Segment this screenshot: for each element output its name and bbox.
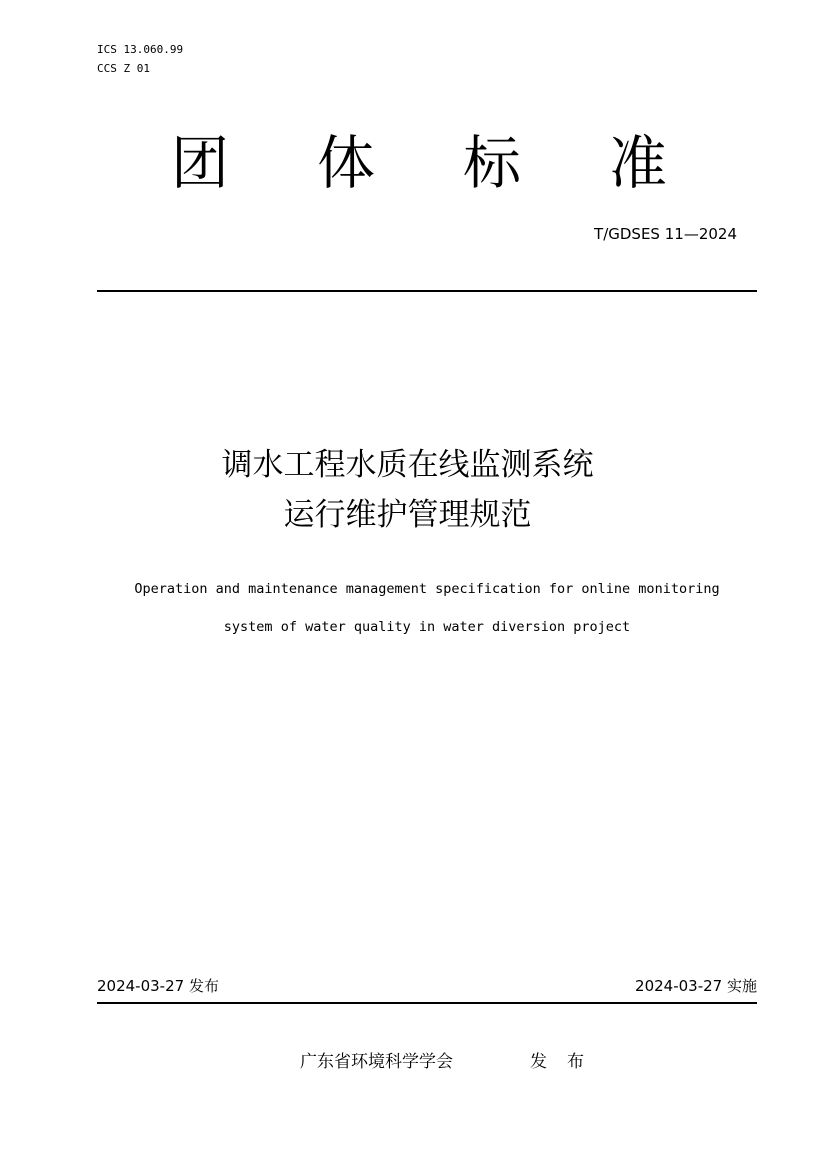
top-divider [97, 290, 757, 292]
issue-date: 2024-03-27 发布 [97, 977, 219, 995]
standard-number: T/GDSES 11—2024 [594, 225, 737, 243]
ccs-code: CCS Z 01 [97, 62, 150, 75]
bottom-divider [97, 1002, 757, 1004]
ics-code: ICS 13.060.99 [97, 43, 184, 56]
standard-type-char: 体 [317, 129, 376, 197]
standard-type-char: 团 [171, 129, 230, 197]
publisher-name: 广东省环境科学学会 [300, 1052, 453, 1072]
english-title-line-2: system of water quality in water diversion project [223, 619, 631, 635]
standard-type-char: 准 [609, 129, 668, 197]
publish-label: 发布 [530, 1052, 604, 1072]
english-title [60, 570, 794, 646]
chinese-title-line-1: 调水工程水质在线监测系统 [221, 447, 594, 483]
implementation-date: 2024-03-27 实施 [635, 977, 757, 995]
chinese-title [0, 440, 815, 540]
classification-codes [97, 40, 183, 78]
english-title-line-1: Operation and maintenance management specification for online monitoring [134, 581, 720, 597]
chinese-title-line-2: 运行维护管理规范 [283, 497, 532, 533]
standard-type-heading [0, 128, 815, 198]
standard-type-char: 标 [463, 129, 522, 197]
